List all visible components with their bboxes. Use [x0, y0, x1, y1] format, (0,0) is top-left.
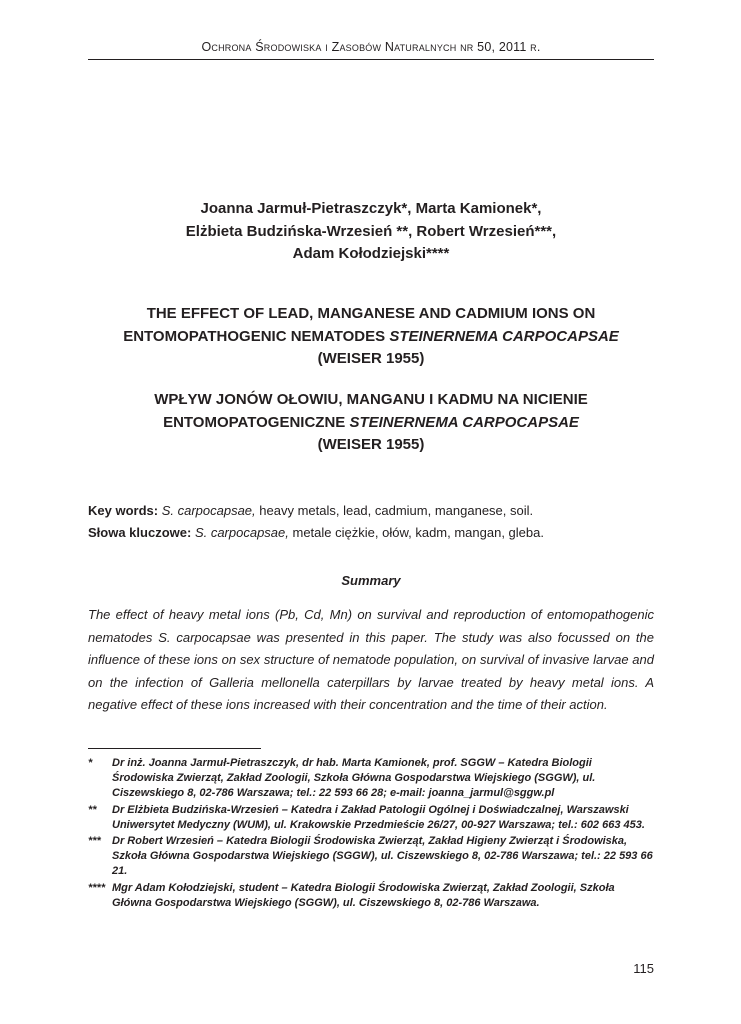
- footnote-divider: [88, 748, 261, 749]
- author-line: Elżbieta Budzińska-Wrzesień **, Robert Wrzesień***,: [185, 222, 557, 240]
- footnote-text: Dr Robert Wrzesień – Katedra Biologii Środowiska Zwierząt, Zakład Higieny Zwierząt i Środowiska, Szkoła Główna Gospodarstwa Wiejskiego (SGGW), ul. Ciszewskiego 8, 02-786 Warszawa; tel.: 22 593 66 21.: [112, 835, 653, 878]
- keywords-polish: [88, 522, 654, 544]
- title-line: [88, 412, 654, 435]
- footnote-text: Dr inż. Joanna Jarmuł-Pietraszczyk, dr hab. Marta Kamionek, prof. SGGW – Katedra Biologii Środowiska Zwierząt, Zakład Zoologii, Szkoła Główna Gospodarstwa Wiejskiego (SGGW), ul. Ciszewskiego 8, 02-786 Warszawa; tel.: 22 593 66 28; e-mail: joanna_jarmul@sggw.pl: [112, 757, 596, 800]
- footnote-mark: ****: [88, 881, 106, 894]
- keywords-label: Słowa kluczowe:: [88, 524, 192, 540]
- keywords-english: [88, 500, 654, 522]
- footnote: [88, 803, 654, 833]
- keywords-block: [88, 500, 654, 543]
- title-line: (WEISER 1955): [317, 350, 425, 367]
- keyword-species: S. carpocapsae,: [161, 503, 256, 518]
- title-line: WPŁYW JONÓW OŁOWIU, MANGANU I KADMU NA NICIENIE: [154, 391, 588, 408]
- title-line: (WEISER 1955): [317, 436, 425, 453]
- summary-heading: Summary: [341, 573, 401, 588]
- author-line: Adam Kołodziejski****: [292, 245, 450, 262]
- species-name: STEINERNEMA CARPOCAPSAE: [389, 327, 619, 345]
- title-text: ENTOMOPATOGENICZNE: [163, 413, 350, 431]
- footnote-mark: ***: [88, 835, 101, 848]
- footnote-mark: **: [88, 803, 97, 816]
- title-text: ENTOMOPATHOGENIC NEMATODES: [123, 327, 390, 345]
- footnotes: [88, 756, 654, 912]
- footnote-mark: *: [88, 757, 93, 769]
- running-header: Ochrona Środowiska i Zasobów Naturalnych nr 50, 2011 r.: [201, 40, 541, 54]
- footnote: [88, 756, 654, 802]
- page-number: 115: [633, 961, 654, 976]
- title-polish: [88, 389, 654, 457]
- keywords-list: heavy metals, lead, cadmium, manganese, soil.: [255, 503, 534, 518]
- title-english: [88, 303, 654, 371]
- title-line: [88, 326, 654, 349]
- footnote-text: Dr Elżbieta Budzińska-Wrzesień – Katedra i Zakład Patologii Ogólnej i Doświadczalnej, Warszawski Uniwersytet Medyczny (WUM), ul. Krakowskie Przedmieście 26/27, 00-927 Warszawa; tel.: 602 663 453.: [112, 803, 645, 831]
- author-list: [88, 198, 654, 266]
- species-name: STEINERNEMA CARPOCAPSAE: [349, 413, 579, 431]
- keywords-list: metale ciężkie, ołów, kadm, mangan, gleba.: [288, 524, 544, 540]
- footnote: [88, 881, 654, 911]
- keywords-label: Key words:: [88, 503, 159, 518]
- footnote-text: Mgr Adam Kołodziejski, student – Katedra Biologii Środowiska Zwierząt, Zakład Zoologii, Szkoła Główna Gospodarstwa Wiejskiego (SGGW), ul. Ciszewskiego 8, 02-786 Warszawa.: [112, 881, 615, 909]
- summary-paragraph: The effect of heavy metal ions (Pb, Cd, Mn) on survival and reproduction of entomopathogenic nematodes S. carpocapsae was presented in this paper. The study was also focussed on the influence of these ions on sex structure of nematode population, on survival of invasive larvae and on the infection of Galleria mellonella caterpillars by larvae treated by heavy metal ions. A negative effect of these ions increased with their concentration and the time of their action.: [88, 607, 654, 713]
- header-divider: [88, 59, 654, 60]
- footnote: [88, 834, 654, 880]
- title-line: THE EFFECT OF LEAD, MANGANESE AND CADMIUM IONS ON: [146, 305, 596, 322]
- author-line: Joanna Jarmuł-Pietraszczyk*, Marta Kamionek*,: [200, 200, 542, 217]
- keyword-species: S. carpocapsae,: [194, 524, 289, 540]
